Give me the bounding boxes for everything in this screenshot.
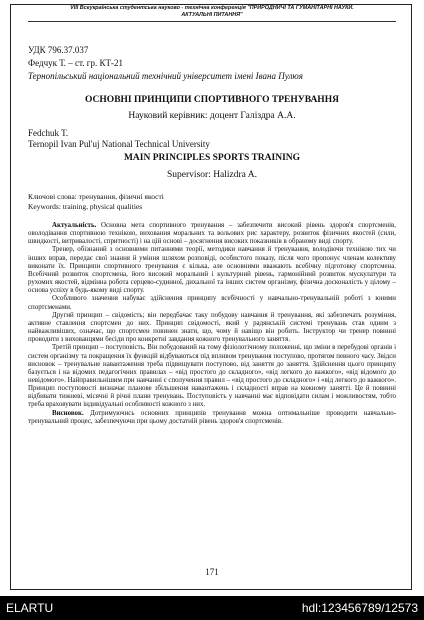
author-en: Fedchuk T. bbox=[28, 128, 69, 138]
header-line-1: VIII Всеукраїнська студентська науково - технічна конференція "ПРИРОДНИЧІ ТА ГУМАНІТАРНІ НАУКИ. bbox=[70, 5, 354, 11]
affiliation-ua: Тернопільський національний технічний університет імені Івана Пулюя bbox=[28, 71, 303, 81]
paragraph-coach: Тренер, обізнаний з основними питаннями теорії, методики навчання й тренування, володіючи технікою тих чи інших вправ, передає свої знання й уміння шляхом розповіді, особистого показу, після чого пропонує членам колективу виконати їх. Принципи спортивного тренування є кілька, але основними вважають всебічну підготовку спортсмена. Всебічний розвиток спортсмена, його високий моральний і культурний рівень, гармонійний розвиток мускулатури та рухомих якостей, відмінна робота серцево-судинної, дихальної та інших систем організму, фізична досконалість у цілому – основа успіху в будь-якому виді спорту. bbox=[28, 246, 396, 295]
author-ua: Федчук Т. – ст. гр. КТ-21 bbox=[28, 58, 124, 68]
relevance-text: Основна мета спортивного тренування – забезпечити високий рівень здоров'я спортсменів, оволодівання спортивною технікою, виховання моральних та вольових рис характеру, розвиток фізичних якостей (сили, швидкості, витривалості, спритності) і на цій основі – досягнення високих показників в обраному виді спорту. bbox=[28, 222, 396, 246]
repository-name: ELARTU bbox=[6, 601, 54, 615]
supervisor-ua: Науковий керівник: доцент Галіздра А.А. bbox=[128, 111, 296, 121]
conclusion-lead: Висновок. bbox=[52, 409, 84, 417]
paragraph-conclusion bbox=[28, 410, 396, 426]
article-body bbox=[28, 222, 396, 426]
paragraph-gradualness: Третій принцип – поступовість. Він побудований на тому фізіологічному положенні, що зміни в перебудові органів і систем організму та покращення їх функцій відбуваються під впливом тренування поступово, протягом певного часу. Звідси висновок – тренувальне навантаження треба підвищувати поступово, від заняття до заняття. Здійснення цього принципу базується і на відомих педагогічних правилах – «від простого до складного», «від легкого до важкого», «від відомого до невідомого». Найправильнішим при навчанні є сполучення правил – «від простого до складного» і «від легкого до важкого». Принцип поступовості визначає планове збільшення навантажень і складності вправ на кожному занятті. Це й повинні відбивати тижневі, місячні й річні плани тренувань. Поступовість у навчанні має відповідати силам і можливостям, тобто треба враховувати індивідуальні особливості кожного з них. bbox=[28, 344, 396, 409]
conference-header bbox=[28, 5, 396, 22]
paragraph-youth: Особливого значення набуває здійснення принципу всебічності у навчально-тренувальній роботі з юними спортсменами. bbox=[28, 295, 396, 311]
page-number: 171 bbox=[205, 567, 219, 577]
affiliation-en: Ternopil Ivan Pul'uj National Technical University bbox=[28, 139, 210, 149]
handle-id: hdl:123456789/12573 bbox=[301, 601, 418, 615]
paragraph-consciousness: Другий принцип – свідомість; він передбачає таку побудову навчання й тренування, які забезпечать розуміння, активне ставлення спортсмен до них. Принцип свідомості, який у радянській системі тренувань став одним з найважливіших, означає, що спортсмен повинен знати, що, чому й навіщо він робить. Інструктор чи тренер повинні проводити з вихованцями бесіди про конкретні завдання кожного тренувального заняття. bbox=[28, 311, 396, 344]
title-en: MAIN PRINCIPLES SPORTS TRAINING bbox=[123, 153, 301, 163]
conclusion-text: Дотримуючись основних принципів тренування можна оптимальніше проводити навчально-тренувальний процес, забезпечуючи при цьому достатній рівень здоров'я спортсменів. bbox=[28, 409, 396, 425]
keywords-en: Keywords: training, physical qualities bbox=[28, 202, 143, 211]
udk-code: УДК 796.37.037 bbox=[28, 45, 89, 55]
title-ua: ОСНОВНІ ПРИНЦИПИ СПОРТИВНОГО ТРЕНУВАННЯ bbox=[85, 95, 339, 105]
relevance-lead: Актуальність. bbox=[52, 222, 97, 229]
supervisor-en: Supervisor: Halizdra A. bbox=[167, 170, 257, 180]
repository-footer-bar bbox=[0, 596, 424, 620]
header-line-2: АКТУАЛЬНІ ПИТАННЯ" bbox=[181, 12, 243, 18]
paragraph-relevance bbox=[28, 222, 396, 246]
keywords-ua: Ключові слова: тренування, фізичні якості bbox=[28, 192, 164, 201]
